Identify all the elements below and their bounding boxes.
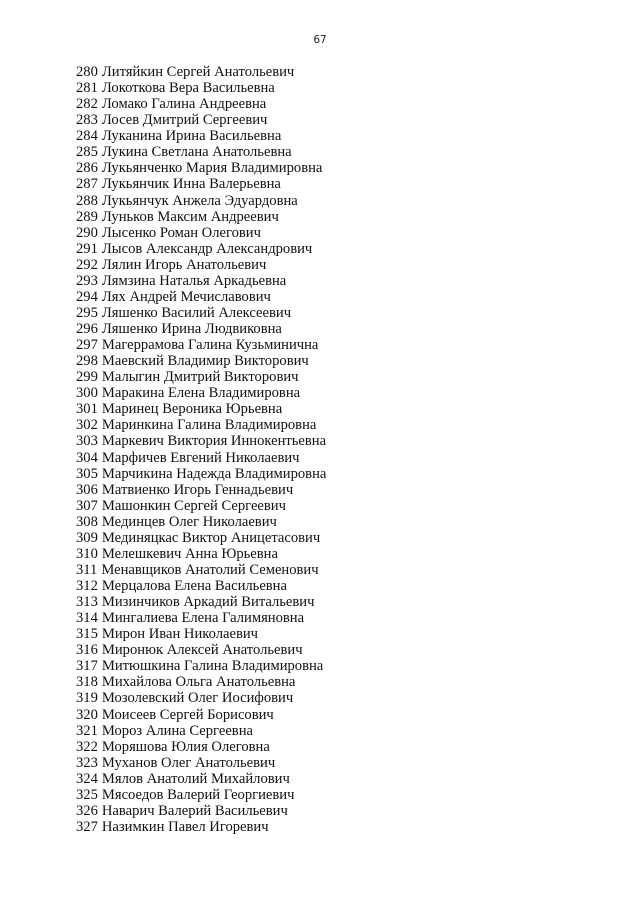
entry-name: Матвиенко Игорь Геннадьевич: [101, 481, 294, 498]
list-item: [76, 112, 326, 128]
list-item: [76, 144, 326, 160]
list-item: [76, 658, 326, 674]
entry-number: 327: [76, 818, 98, 835]
entry-number: 313: [76, 594, 98, 611]
list-item: [76, 225, 326, 241]
list-item: [76, 755, 326, 771]
list-item: [76, 160, 326, 176]
entry-number: 289: [76, 208, 98, 225]
list-item: [76, 193, 326, 209]
entry-number: 293: [76, 272, 98, 289]
entry-name: Миронюк Алексей Анатольевич: [101, 642, 303, 659]
entry-number: 307: [76, 497, 98, 514]
list-item: [76, 433, 326, 449]
entry-name: Назимкин Павел Игоревич: [101, 818, 269, 835]
entry-name: Мерцалова Елена Васильевна: [101, 578, 287, 594]
list-item: [76, 707, 326, 723]
entry-number: 305: [76, 465, 98, 482]
list-item: [76, 209, 326, 225]
entry-name: Ляшенко Ирина Людвиковна: [101, 321, 282, 337]
entry-name: Маркевич Виктория Иннокентьевна: [101, 433, 327, 450]
entry-number: 318: [76, 674, 98, 691]
entry-name: Мясоедов Валерий Георгиевич: [101, 786, 295, 803]
entry-name: Моряшова Юлия Олеговна: [101, 738, 270, 755]
entry-name: Митюшкина Галина Владимировна: [101, 658, 324, 675]
entry-number: 320: [76, 706, 98, 723]
entry-name: Лукьянченко Мария Владимировна: [101, 160, 323, 177]
list-item: [76, 530, 326, 546]
entry-number: 315: [76, 626, 98, 643]
list-item: [76, 305, 326, 321]
entry-number: 306: [76, 481, 98, 498]
entry-number: 325: [76, 786, 98, 803]
entry-number: 312: [76, 578, 98, 594]
list-item: [76, 787, 326, 803]
entry-name: Моисеев Сергей Борисович: [101, 706, 274, 723]
entry-name: Мединцев Олег Николаевич: [101, 513, 277, 530]
entry-number: 280: [76, 64, 98, 80]
entry-name: Лукьянчик Инна Валерьевна: [101, 176, 281, 193]
entry-name: Марфичев Евгений Николаевич: [101, 449, 300, 466]
entry-name: Мозолевский Олег Иосифович: [101, 690, 294, 707]
list-item: [76, 723, 326, 739]
entry-name: Лукьянчук Анжела Эдуардовна: [101, 192, 298, 209]
list-item: [76, 385, 326, 401]
entry-number: 285: [76, 144, 98, 161]
list-item: [76, 64, 326, 80]
entry-number: 314: [76, 610, 98, 627]
entry-number: 304: [76, 449, 98, 466]
entry-number: 284: [76, 128, 98, 145]
list-item: [76, 96, 326, 112]
entry-number: 287: [76, 176, 98, 193]
list-item: [76, 128, 326, 144]
entry-name: Ляшенко Василий Алексеевич: [101, 304, 292, 321]
list-item: [76, 176, 326, 192]
entry-name: Лях Андрей Мечиславович: [101, 288, 271, 305]
list-item: [76, 401, 326, 417]
entry-number: 290: [76, 224, 98, 241]
entry-name: Мингалиева Елена Галимяновна: [101, 610, 305, 627]
entry-name: Луканина Ирина Васильевна: [101, 128, 282, 145]
entry-number: 288: [76, 192, 98, 209]
list-item: [76, 273, 326, 289]
list-item: [76, 289, 326, 305]
list-item: [76, 482, 326, 498]
entry-name: Маринкина Галина Владимировна: [101, 417, 317, 434]
entry-number: 302: [76, 417, 98, 434]
entry-name: Наварич Валерий Васильевич: [101, 802, 288, 819]
entry-number: 308: [76, 513, 98, 530]
entry-number: 303: [76, 433, 98, 450]
entry-name: Менавщиков Анатолий Семенович: [101, 561, 319, 578]
entry-number: 292: [76, 256, 98, 273]
entry-name: Муханов Олег Анатольевич: [101, 754, 276, 771]
list-item: [76, 674, 326, 690]
list-item: [76, 642, 326, 658]
list-item: [76, 626, 326, 642]
entry-number: 281: [76, 80, 98, 97]
list-item: [76, 417, 326, 433]
entry-number: 323: [76, 754, 98, 771]
entry-name: Лосев Дмитрий Сергеевич: [101, 112, 268, 129]
entry-name: Ломако Галина Андреевна: [101, 96, 267, 113]
entry-name: Мединяцкас Виктор Аницетасович: [101, 529, 321, 546]
entry-number: 319: [76, 690, 98, 707]
entry-number: 283: [76, 112, 98, 129]
entry-name: Машонкин Сергей Сергеевич: [101, 497, 286, 514]
entry-number: 322: [76, 738, 98, 755]
list-item: [76, 80, 326, 96]
entry-number: 311: [76, 561, 98, 578]
list-item: [76, 803, 326, 819]
entry-name: Лысов Александр Александрович: [101, 240, 313, 257]
entry-name: Лялин Игорь Анатольевич: [101, 256, 267, 273]
entry-name: Лукина Светлана Анатольевна: [101, 144, 292, 161]
entry-name: Маевский Владимир Викторович: [101, 353, 309, 370]
entry-name: Лысенко Роман Олегович: [101, 224, 261, 241]
entry-name: Мелешкевич Анна Юрьевна: [101, 545, 278, 562]
entry-name: Мирон Иван Николаевич: [101, 626, 258, 643]
entry-number: 316: [76, 642, 98, 659]
entry-number: 309: [76, 529, 98, 546]
list-item: [76, 257, 326, 273]
entry-name: Марчикина Надежда Владимировна: [101, 465, 327, 482]
list-item: [76, 546, 326, 562]
entry-name: Маринец Вероника Юрьевна: [101, 401, 283, 418]
list-item: [76, 594, 326, 610]
entry-number: 324: [76, 770, 98, 787]
list-item: [76, 241, 326, 257]
list-item: [76, 690, 326, 706]
list-item: [76, 466, 326, 482]
entry-number: 298: [76, 353, 98, 370]
entry-number: 291: [76, 240, 98, 257]
entry-name: Магеррамова Галина Кузьминична: [101, 337, 319, 354]
entry-number: 297: [76, 337, 98, 354]
list-item: [76, 337, 326, 353]
entry-number: 321: [76, 722, 98, 739]
list-item: [76, 610, 326, 626]
page-number: 67: [313, 34, 327, 46]
entry-name: Михайлова Ольга Анатольевна: [101, 674, 296, 691]
entry-name: Малыгин Дмитрий Викторович: [101, 369, 299, 386]
entry-number: 295: [76, 304, 98, 321]
entry-name: Луньков Максим Андреевич: [101, 208, 279, 225]
entry-number: 296: [76, 321, 98, 337]
entry-name: Мизинчиков Аркадий Витальевич: [101, 594, 315, 611]
list-item: [76, 353, 326, 369]
list-item: [76, 514, 326, 530]
entry-name: Мороз Алина Сергеевна: [101, 722, 253, 739]
entry-name: Лямзина Наталья Аркадьевна: [101, 272, 287, 289]
entry-number: 301: [76, 401, 98, 418]
list-item: [76, 450, 326, 466]
entry-name: Мялов Анатолий Михайлович: [101, 770, 290, 787]
list-item: [76, 321, 326, 337]
entry-number: 299: [76, 369, 98, 386]
entry-number: 317: [76, 658, 98, 675]
list-item: [76, 369, 326, 385]
entry-name: Литяйкин Сергей Анатольевич: [101, 64, 295, 80]
list-item: [76, 578, 326, 594]
entry-number: 300: [76, 385, 98, 402]
list-item: [76, 739, 326, 755]
entry-number: 326: [76, 802, 98, 819]
entry-name: Маракина Елена Владимировна: [101, 385, 301, 402]
entry-number: 282: [76, 96, 98, 113]
entry-number: 310: [76, 545, 98, 562]
list-item: [76, 498, 326, 514]
list-item: [76, 562, 326, 578]
entry-name: Локоткова Вера Васильевна: [101, 80, 275, 97]
name-list: [76, 64, 326, 835]
list-item: [76, 771, 326, 787]
list-item: [76, 819, 326, 835]
entry-number: 294: [76, 288, 98, 305]
entry-number: 286: [76, 160, 98, 177]
